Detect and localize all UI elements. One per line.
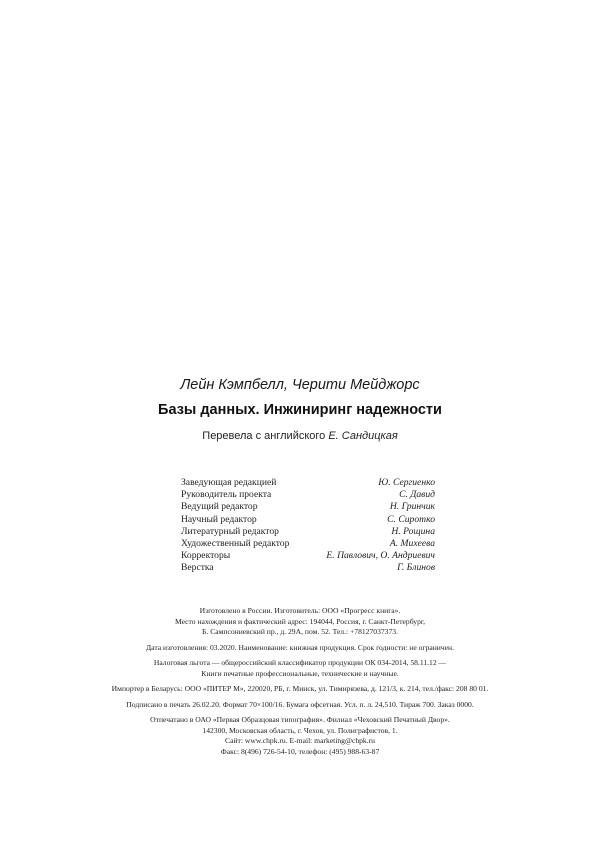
print-info [0,700,600,711]
manufacturer-info [0,606,600,638]
staff-role: Ведущий редактор [181,501,258,513]
manufacturer-line: Изготовлено в России. Изготовитель: ООО «Прогресс книга». [199,606,401,615]
staff-person: Е. Павлович, О. Андриевич [326,550,435,562]
printer-line: 142300, Московская область, г. Чехов, ул. Полиграфистов, 1. [202,725,398,735]
staff-row [181,562,435,574]
staff-row [181,514,435,526]
staff-row [181,477,435,489]
tax-line: Налоговая льгота — общероссийский классификатор продукции ОК 034-2014, 58.11.12 — [153,658,447,667]
tax-line: Книги печатные профессиональные, технические и научные. [201,668,399,678]
staff-row [181,501,435,513]
book-authors: Лейн Кэмпбелл, Черити Мейджорс [180,377,420,393]
staff-role: Научный редактор [181,513,257,525]
printer-line: Факс: 8(496) 726-54-10, телефон: (495) 988-63-87 [220,746,380,756]
printer-line: Отпечатано в ОАО «Первая Образцовая типография». Филиал «Чеховский Печатный Двор». [150,715,450,724]
manufacturer-line: Б. Сампсониевский пр., д. 29А, пом. 52. Тел.: +78127037373. [202,627,398,636]
staff-person: Н. Гринчик [389,501,435,513]
staff-person: А. Михеева [389,538,435,550]
importer-info [0,684,600,695]
manufacture-date-line: Дата изготовления: 03.2020. Наименование: книжная продукция. Срок годности: не ограничен. [145,642,454,652]
staff-person: С. Сиротко [387,513,435,525]
staff-role: Корректоры [181,550,231,562]
staff-row [181,526,435,538]
staff-role: Верстка [181,562,214,574]
editorial-staff-list [181,477,435,575]
staff-row [181,538,435,550]
manufacture-date-info [0,643,600,654]
translator-prefix: Перевела с английского [202,430,326,442]
print-info-line: Подписано в печать 26.02.20. Формат 70×100/16. Бумага офсетная. Усл. п. л. 24,510. Тираж 700. Заказ 0000. [126,699,474,709]
staff-role: Заведующая редакцией [181,477,277,488]
staff-row [181,550,435,562]
imprint-block [0,606,600,762]
tax-info [0,658,600,679]
book-title: Базы данных. Инжиниринг надежности [158,402,442,418]
staff-role: Литературный редактор [181,525,279,537]
staff-role: Руководитель проекта [181,489,272,501]
staff-role: Художественный редактор [181,538,290,550]
translator-line [0,430,600,442]
staff-person: Н. Рощина [391,525,435,537]
translator-name: Е. Сандицкая [328,430,398,442]
staff-person: С. Давид [399,489,435,501]
staff-person: Г. Блинов [397,562,435,574]
staff-person: Ю. Сергиенко [378,477,435,488]
printer-info [0,715,600,757]
manufacturer-line: Место нахождения и фактический адрес: 194044, Россия, г. Санкт-Петербург, [174,616,426,626]
printer-line: Сайт: www.chpk.ru. E-mail: marketing@chpk.ru [225,736,375,745]
importer-line: Импортер в Беларусь: ООО «ПИТЕР М», 220020, РБ, г. Минск, ул. Тимирязева, д. 121/3, к. 214, тел./факс: 208 80 01. [111,684,489,693]
staff-row [181,489,435,501]
